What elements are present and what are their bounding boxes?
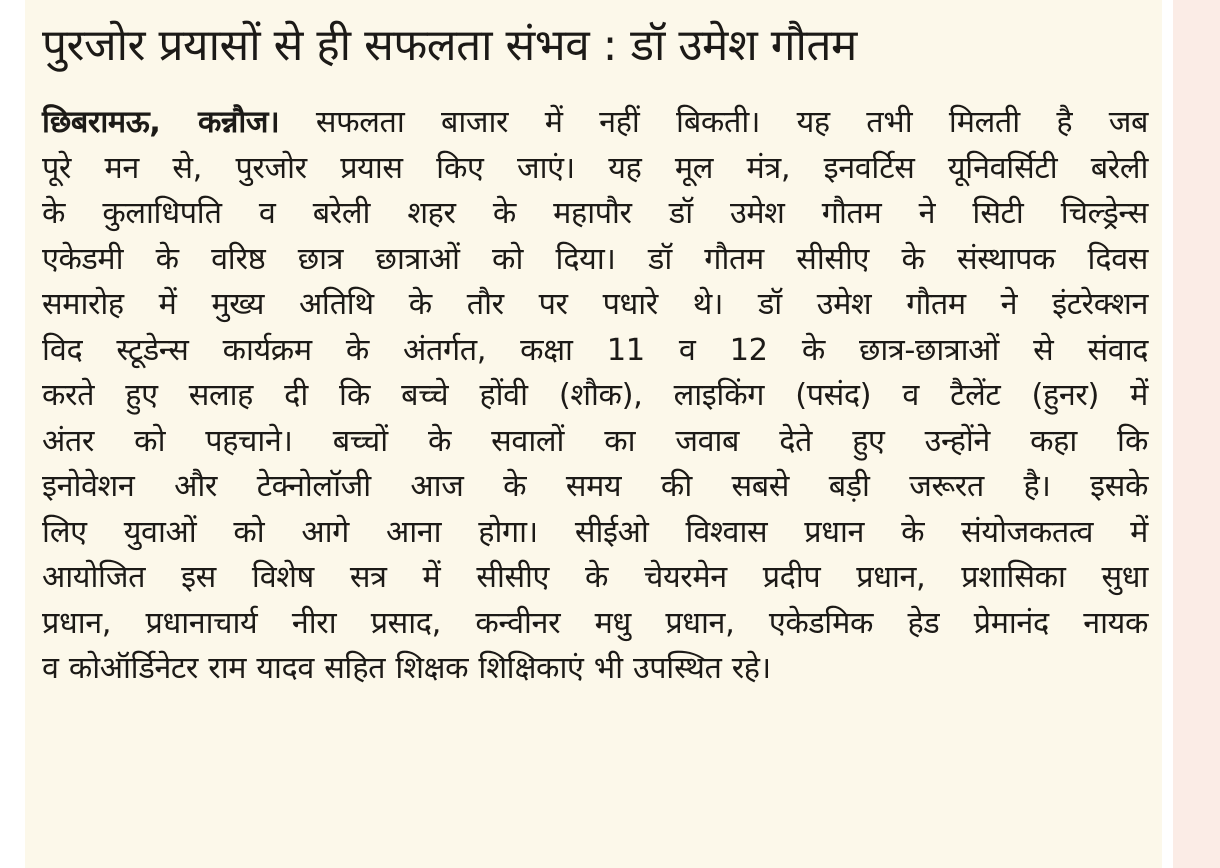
- gap: [1162, 0, 1173, 868]
- article-line: अंतर को पहचाने। बच्चों के सवालों का जवाब देते हुए उन्होंने कहा कि: [42, 423, 1148, 459]
- side-strip: [1173, 0, 1220, 868]
- headline: पुरजोर प्रयासों से ही सफलता संभव : डॉ उमेश गौतम: [42, 20, 857, 71]
- article-line: व कोऑर्डिनेटर राम यादव सहित शिक्षक शिक्षिकाएं भी उपस्थित रहे।: [42, 651, 771, 686]
- article-line: करते हुए सलाह दी कि बच्चे होंवी (शौक), लाइकिंग (पसंद) व टैलेंट (हुनर) में: [42, 378, 1148, 413]
- article-line-text: सफलता बाजार में नहीं बिकती। यह तभी मिलती है जब: [315, 105, 1148, 140]
- article-body: [42, 100, 1148, 692]
- article-line: प्रधान, प्रधानाचार्य नीरा प्रसाद, कन्वीनर मधु प्रधान, एकेडमिक हेड प्रेमानंद नायक: [42, 605, 1148, 641]
- article-line: समारोह में मुख्य अतिथि के तौर पर पधारे थे। डॉ उमेश गौतम ने इंटरेक्शन: [42, 287, 1148, 322]
- article-line: लिए युवाओं को आगे आना होगा। सीईओ विश्वास प्रधान के संयोजकतत्व में: [42, 514, 1148, 550]
- dateline: छिबरामऊ, कन्नौज।: [42, 105, 280, 140]
- article-line: पूरे मन से, पुरजोर प्रयास किए जाएं। यह मूल मंत्र, इनवर्टिस यूनिवर्सिटी बरेली: [42, 150, 1148, 186]
- article-line: एकेडमी के वरिष्ठ छात्र छात्राओं को दिया। डॉ गौतम सीसीए के संस्थापक दिवस: [42, 241, 1148, 277]
- article-line: [42, 100, 1148, 146]
- article-line: विद स्टूडेन्स कार्यक्रम के अंतर्गत, कक्षा 11 व 12 के छात्र-छात्राओं से संवाद: [42, 332, 1148, 368]
- newspaper-clipping: [25, 0, 1162, 868]
- article-line: इनोवेशन और टेक्नोलॉजी आज के समय की सबसे बड़ी जरूरत है। इसके: [42, 469, 1148, 504]
- article-line: आयोजित इस विशेष सत्र में सीसीए के चेयरमेन प्रदीप प्रधान, प्रशासिका सुधा: [42, 560, 1148, 595]
- article-line: के कुलाधिपति व बरेली शहर के महापौर डॉ उमेश गौतम ने सिटी चिल्ड्रेन्स: [42, 196, 1148, 231]
- left-margin: [0, 0, 25, 868]
